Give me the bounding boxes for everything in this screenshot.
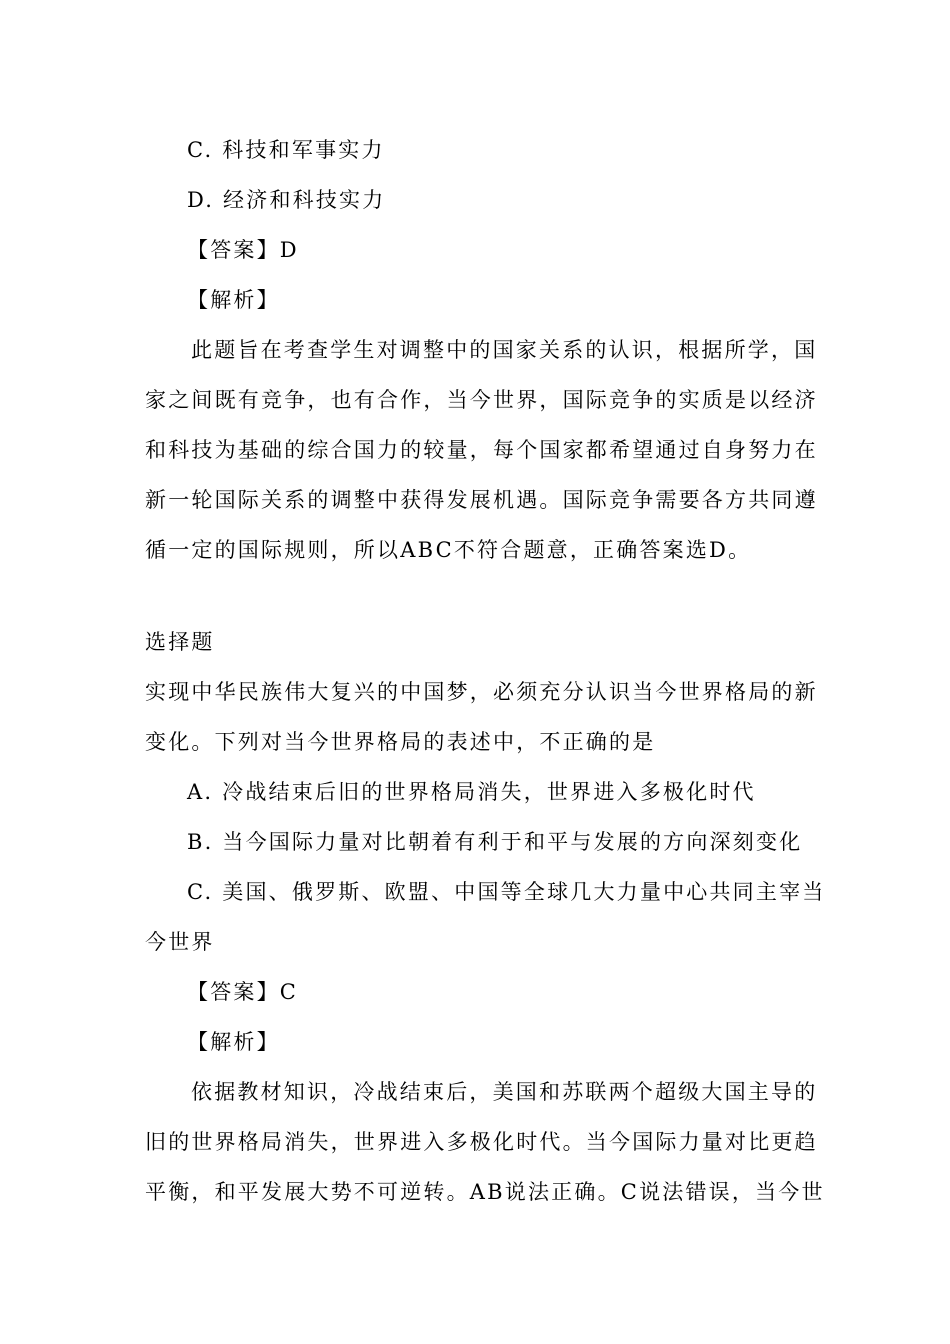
q1-analysis-label: 【解析】 (187, 288, 280, 312)
q2-stem-line: 变化。下列对当今世界格局的表述中，不正确的是 (145, 730, 656, 754)
q1-analysis-line: 家之间既有竞争，也有合作，当今世界，国际竞争的实质是以经济 (145, 388, 818, 412)
q2-answer: 【答案】C (187, 980, 299, 1004)
q1-answer: 【答案】D (187, 238, 299, 262)
q2-analysis-label: 【解析】 (187, 1030, 280, 1054)
q1-analysis-line: 此题旨在考查学生对调整中的国家关系的认识，根据所学，国 (191, 338, 818, 362)
q1-analysis-line: 新一轮国际关系的调整中获得发展机遇。国际竞争需要各方共同遵 (145, 488, 818, 512)
q1-option-c: C. 科技和军事实力 (187, 138, 385, 162)
q1-option-d: D. 经济和科技实力 (187, 188, 386, 212)
q2-option-c-continued: 今世界 (145, 930, 215, 954)
section-gap (145, 575, 805, 617)
q2-stem-line: 实现中华民族伟大复兴的中国梦，必须充分认识当今世界格局的新 (145, 680, 818, 704)
q2-option-c: C. 美国、俄罗斯、欧盟、中国等全球几大力量中心共同主宰当 (187, 880, 826, 904)
q2-option-b: B. 当今国际力量对比朝着有利于和平与发展的方向深刻变化 (187, 830, 803, 854)
q2-analysis-line: 平衡，和平发展大势不可逆转。AB说法正确。C说法错误，当今世 (145, 1180, 825, 1204)
q1-analysis-line: 循一定的国际规则，所以ABC不符合题意，正确答案选D。 (145, 538, 752, 562)
q2-type-label: 选择题 (145, 630, 215, 654)
q2-analysis-line: 旧的世界格局消失，世界进入多极化时代。当今国际力量对比更趋 (145, 1130, 818, 1154)
q1-analysis-line: 和科技为基础的综合国力的较量，每个国家都希望通过自身努力在 (145, 438, 818, 462)
document-page (145, 125, 826, 1217)
q2-analysis-line: 依据教材知识，冷战结束后，美国和苏联两个超级大国主导的 (191, 1080, 818, 1104)
q2-option-a: A. 冷战结束后旧的世界格局消失，世界进入多极化时代 (187, 780, 756, 804)
